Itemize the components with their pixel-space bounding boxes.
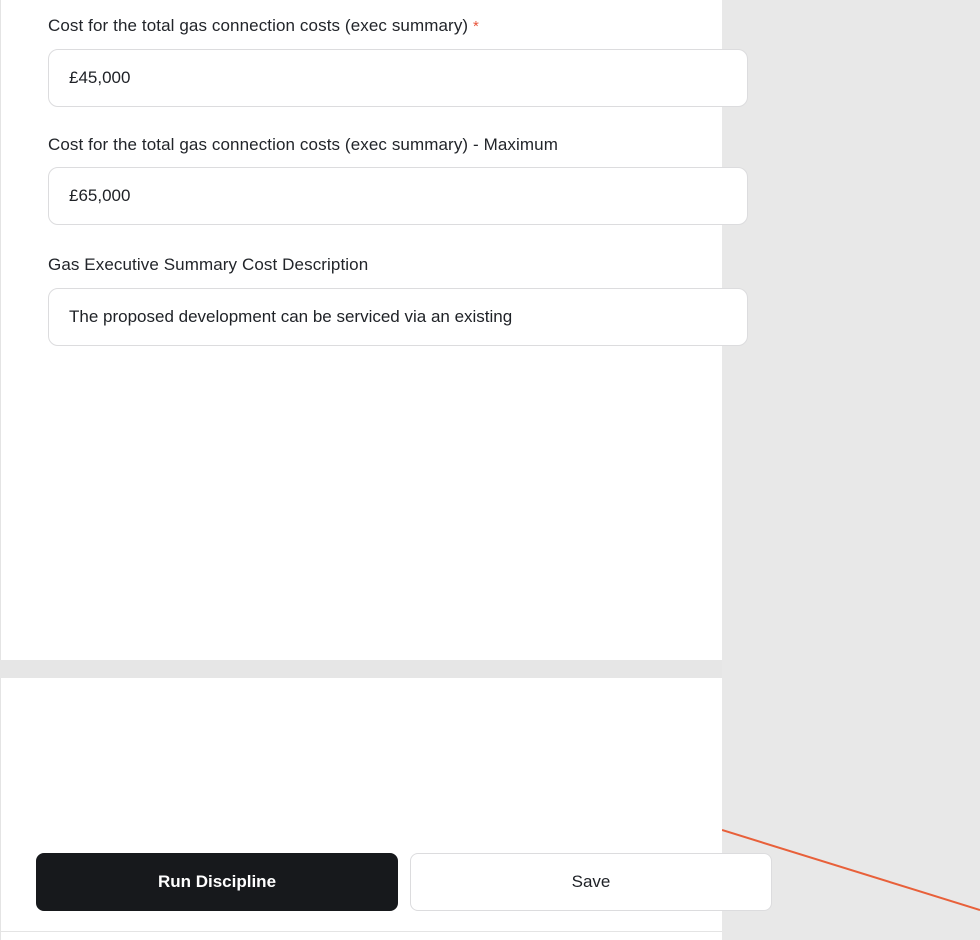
field-label [48, 119, 698, 168]
field-label-text: Cost for the total gas connection costs (exec summary) - Maximum [48, 134, 558, 154]
field-gas-connection-cost-maximum [48, 119, 698, 226]
run-discipline-button[interactable]: Run Discipline [36, 853, 398, 911]
required-marker: * [473, 18, 479, 35]
field-label [48, 0, 698, 49]
gas-connection-cost-maximum-input[interactable]: £65,000 [48, 167, 748, 225]
page-backdrop [722, 0, 980, 940]
save-button[interactable]: Save [410, 853, 772, 911]
gas-exec-summary-cost-description-input[interactable]: The proposed development can be serviced via an existing [48, 288, 748, 346]
field-label [48, 239, 698, 288]
field-spacer [48, 107, 698, 119]
field-gas-exec-summary-cost-description [48, 239, 698, 346]
form-fields [0, 0, 722, 346]
field-label-text: Cost for the total gas connection costs (exec summary) [48, 16, 469, 35]
field-label-text: Gas Executive Summary Cost Description [48, 255, 369, 275]
gas-connection-cost-input[interactable]: £45,000 [48, 49, 748, 107]
field-gas-connection-cost [48, 0, 698, 107]
action-bar [36, 853, 772, 911]
field-spacer [48, 225, 698, 239]
